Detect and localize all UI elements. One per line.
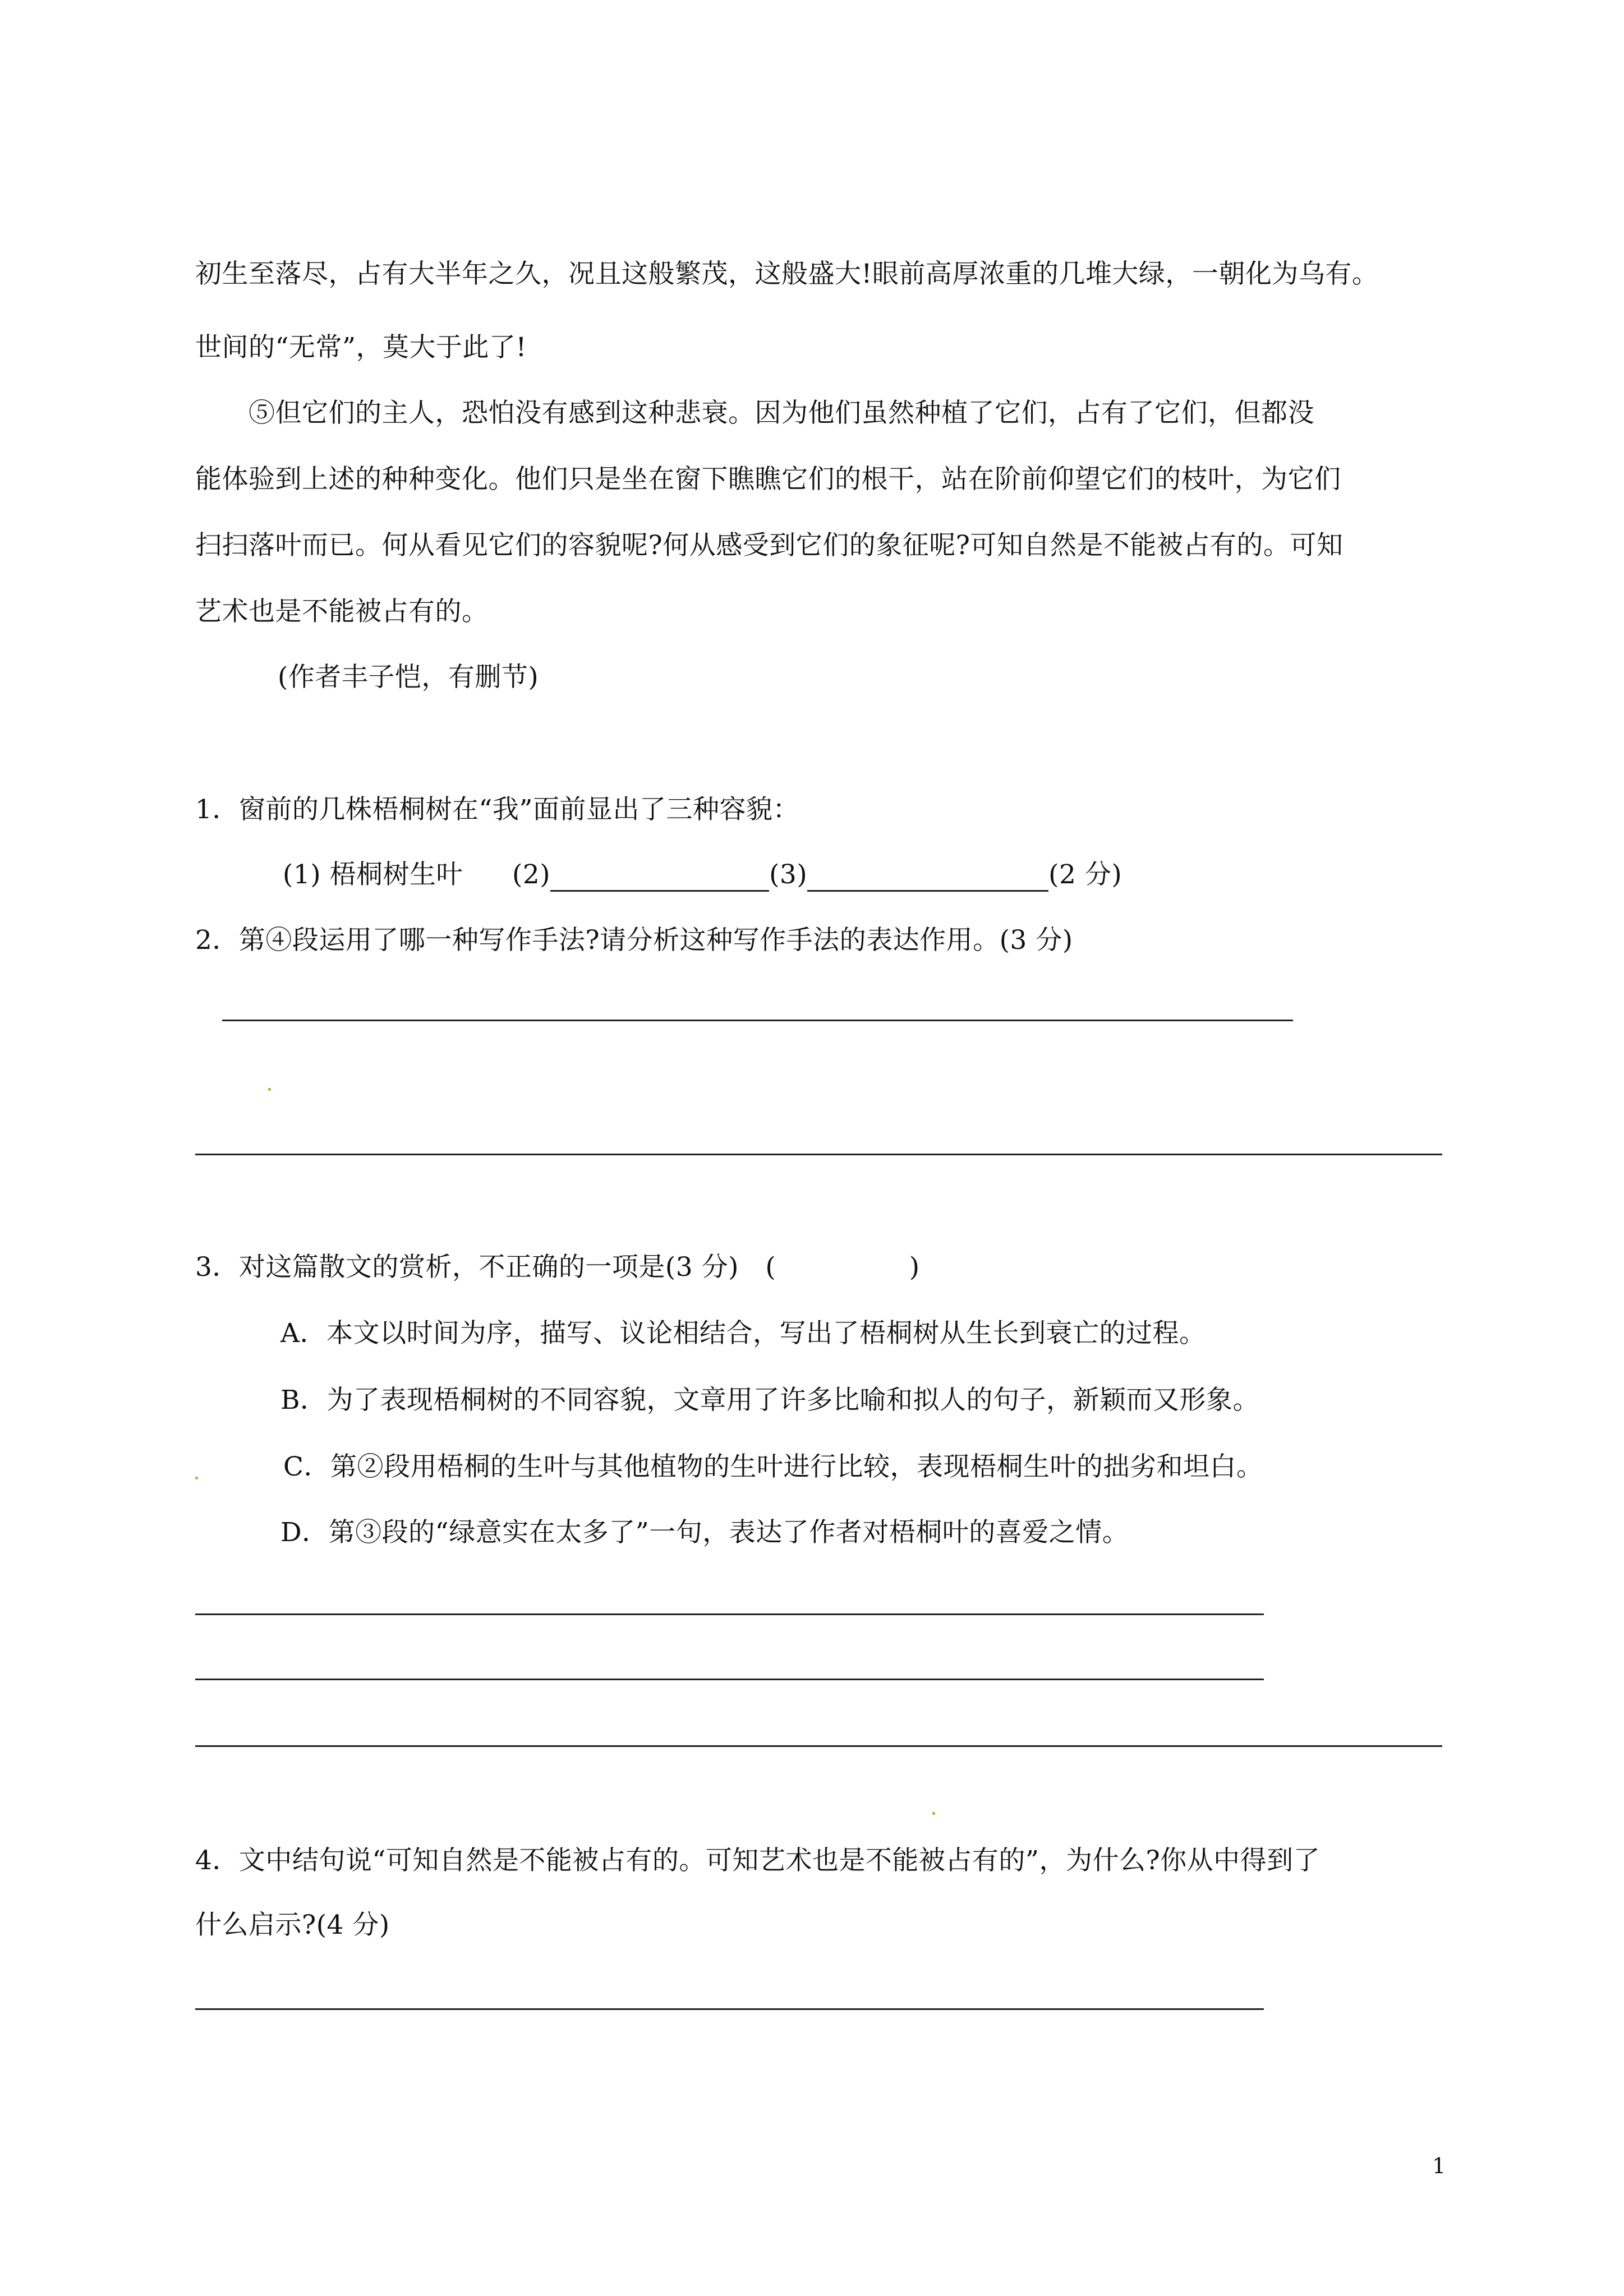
page-number: 1 (1432, 2154, 1446, 2178)
question-2-stem: 2．第④段运用了哪一种写作手法?请分析这种写作手法的表达作用。(3 分) (195, 925, 1073, 956)
q1-item-1: (1) 梧桐树生叶 (283, 859, 463, 890)
question-1-answers (283, 858, 1122, 892)
q2-answer-line-2[interactable] (195, 1154, 1442, 1155)
passage-line-3: ⑤但它们的主人，恐怕没有感到这种悲衰。因为他们虽然种植了它们，占有了它们，但都没 (249, 398, 1314, 428)
question-4-stem-line-2: 什么启示?(4 分) (195, 1910, 390, 1940)
speck (932, 1812, 935, 1815)
q2-answer-line-1[interactable] (222, 1020, 1293, 1021)
q1-item-2-label: (2) (512, 859, 551, 890)
passage-line-5: 扫扫落叶而已。何从看见它们的容貌呢?何从感受到它们的象征呢?可知自然是不能被占有的。可知 (195, 530, 1344, 561)
q3-answer-line-1[interactable] (195, 1613, 1264, 1615)
passage-line-4: 能体验到上述的种种变化。他们只是坐在窗下瞧瞧它们的根干，站在阶前仰望它们的枝叶，为它们 (195, 464, 1341, 495)
q3-option-a[interactable]: A．本文以时间为序，描写、议论相结合，写出了梧桐树从生长到衰亡的过程。 (280, 1318, 1206, 1349)
passage-line-6: 艺术也是不能被占有的。 (195, 596, 489, 627)
speck (195, 1477, 198, 1479)
question-3-stem: 3．对这篇散文的赏析，不正确的一项是(3 分) ( ) (195, 1252, 920, 1283)
passage-line-1: 初生至落尽，占有大半年之久，况且这般繁茂，这般盛大!眼前高厚浓重的几堆大绿，一朝化为乌有。 (195, 259, 1379, 289)
q3-answer-line-3[interactable] (195, 1745, 1442, 1747)
q3-option-d[interactable]: D．第③段的“绿意实在太多了”一句，表达了作者对梧桐叶的喜爱之情。 (280, 1517, 1129, 1548)
q4-answer-line-1[interactable] (195, 2008, 1264, 2010)
passage-source: (作者丰子恺，有删节) (278, 662, 539, 693)
q3-answer-line-2[interactable] (195, 1679, 1264, 1680)
question-1-stem: 1．窗前的几株梧桐树在“我”面前显出了三种容貌： (195, 794, 799, 825)
question-4-stem-line-1: 4．文中结句说“可知自然是不能被占有的。可知艺术也是不能被占有的”，为什么?你从中得到了 (195, 1845, 1321, 1876)
q1-answer-blank-3[interactable] (807, 863, 1048, 892)
q3-option-b[interactable]: B．为了表现梧桐树的不同容貌，文章用了许多比喻和拟人的句子，新颖而又形象。 (280, 1385, 1260, 1416)
q1-score: (2 分) (1048, 859, 1122, 890)
q1-answer-blank-2[interactable] (550, 863, 769, 892)
passage-line-2: 世间的“无常”，莫大于此了! (195, 332, 527, 363)
speck (268, 1088, 271, 1091)
q1-item-3-label: (3) (769, 859, 808, 890)
q3-option-c[interactable]: C．第②段用梧桐的生叶与其他植物的生叶进行比较，表现梧桐生叶的拙劣和坦白。 (283, 1451, 1263, 1482)
